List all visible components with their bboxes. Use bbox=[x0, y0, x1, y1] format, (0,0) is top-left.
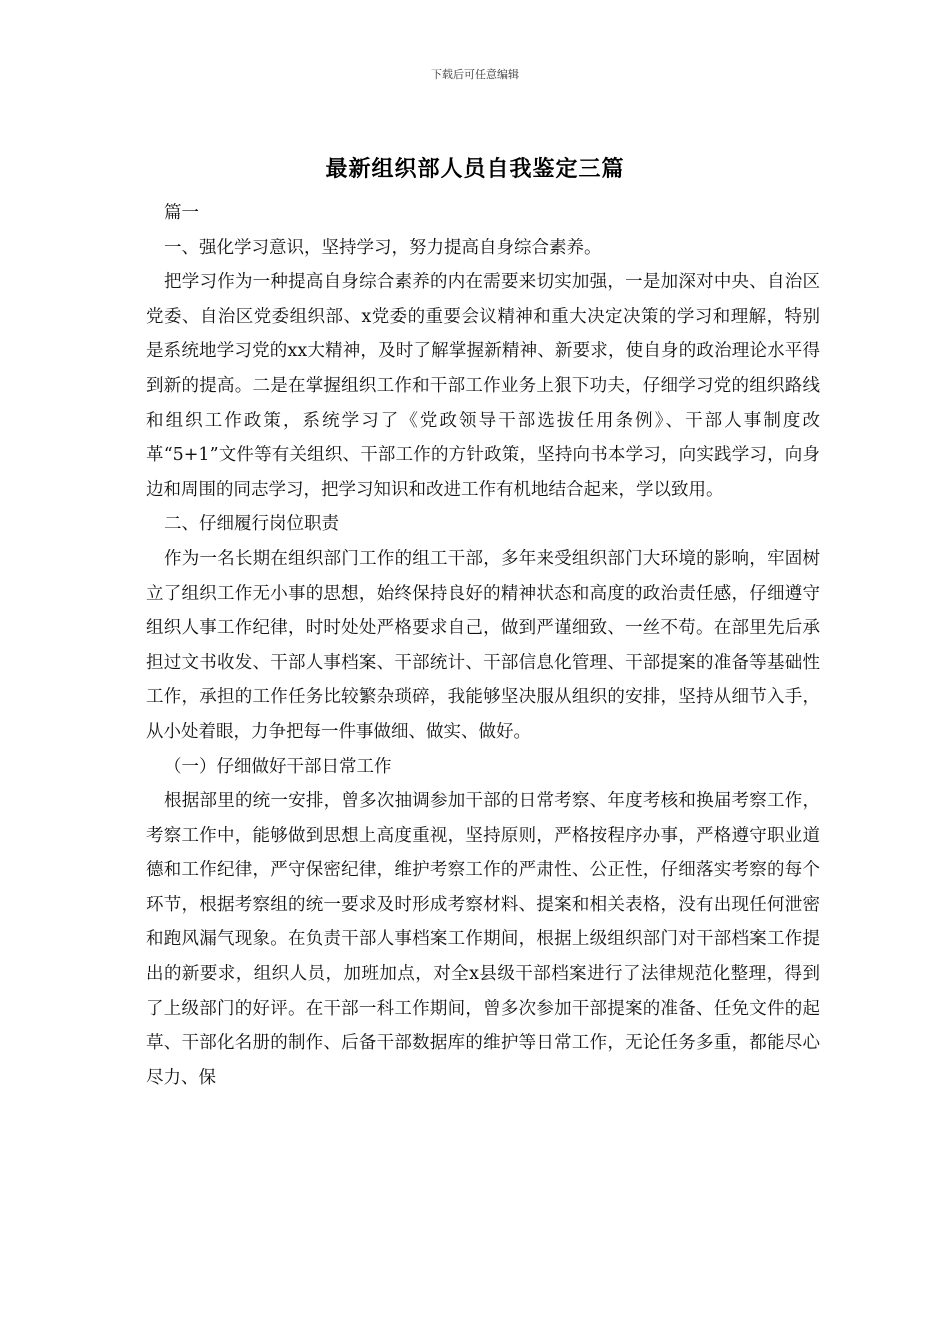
document-body bbox=[146, 196, 820, 1095]
subsection-heading-1: （一）仔细做好干部日常工作 bbox=[164, 756, 392, 777]
section-label: 篇一 bbox=[164, 203, 199, 223]
page-header: 下载后可任意编辑 bbox=[431, 68, 519, 81]
document-title: 最新组织部人员自我鉴定三篇 bbox=[325, 156, 625, 182]
paragraph-duties: 作为一名长期在组织部门工作的组工干部，多年来受组织部门大环境的影响，牢固树立了组织工作无小事的思想，始终保持良好的精神状态和高度的政治责任感，仔细遵守组织人事工作纪律，时时处处严格要求自己，做到严谨细致、一丝不苟。在部里先后承担过文书收发、干部人事档案、干部统计、干部信息化管理、干部提案的准备等基础性工作，承担的工作任务比较繁杂琐碎，我能够坚决服从组织的安排，坚持从细节入手，从小处着眼，力争把每一件事做细、做实、做好。 bbox=[146, 548, 820, 742]
section-heading-1: 一、强化学习意识，坚持学习，努力提高自身综合素养。 bbox=[164, 237, 602, 258]
section-heading-2: 二、仔细履行岗位职责 bbox=[164, 514, 339, 535]
paragraph-study: 把学习作为一种提高自身综合素养的内在需要来切实加强，一是加深对中央、自治区党委、自治区党委组织部、x党委的重要会议精神和重大决定决策的学习和理解，特别是系统地学习党的xx大精神，及时了解掌握新精神、新要求，使自身的政治理论水平得到新的提高。二是在掌握组织工作和干部工作业务上狠下功夫，仔细学习党的组织路线和组织工作政策，系统学习了《党政领导干部选拔任用条例》、干部人事制度改革“5+1”文件等有关组织、干部工作的方针政策，坚持向书本学习，向实践学习，向身边和周围的同志学习，把学习知识和改进工作有机地结合起来，学以致用。 bbox=[146, 272, 820, 500]
paragraph-daily-work: 根据部里的统一安排，曾多次抽调参加干部的日常考察、年度考核和换届考察工作，考察工作中，能够做到思想上高度重视，坚持原则，严格按程序办事，严格遵守职业道德和工作纪律，严守保密纪律，维护考察工作的严肃性、公正性，仔细落实考察的每个环节，根据考察组的统一要求及时形成考察材料、提案和相关表格，没有出现任何泄密和跑风漏气现象。在负责干部人事档案工作期间，根据上级组织部门对干部档案工作提出的新要求，组织人员，加班加点，对全x县级干部档案进行了法律规范化整理，得到了上级部门的好评。在干部一科工作期间，曾多次参加干部提案的准备、任免文件的起草、干部化名册的制作、后备干部数据库的维护等日常工作，无论任务多重，都能尽心尽力、保 bbox=[146, 791, 820, 1088]
